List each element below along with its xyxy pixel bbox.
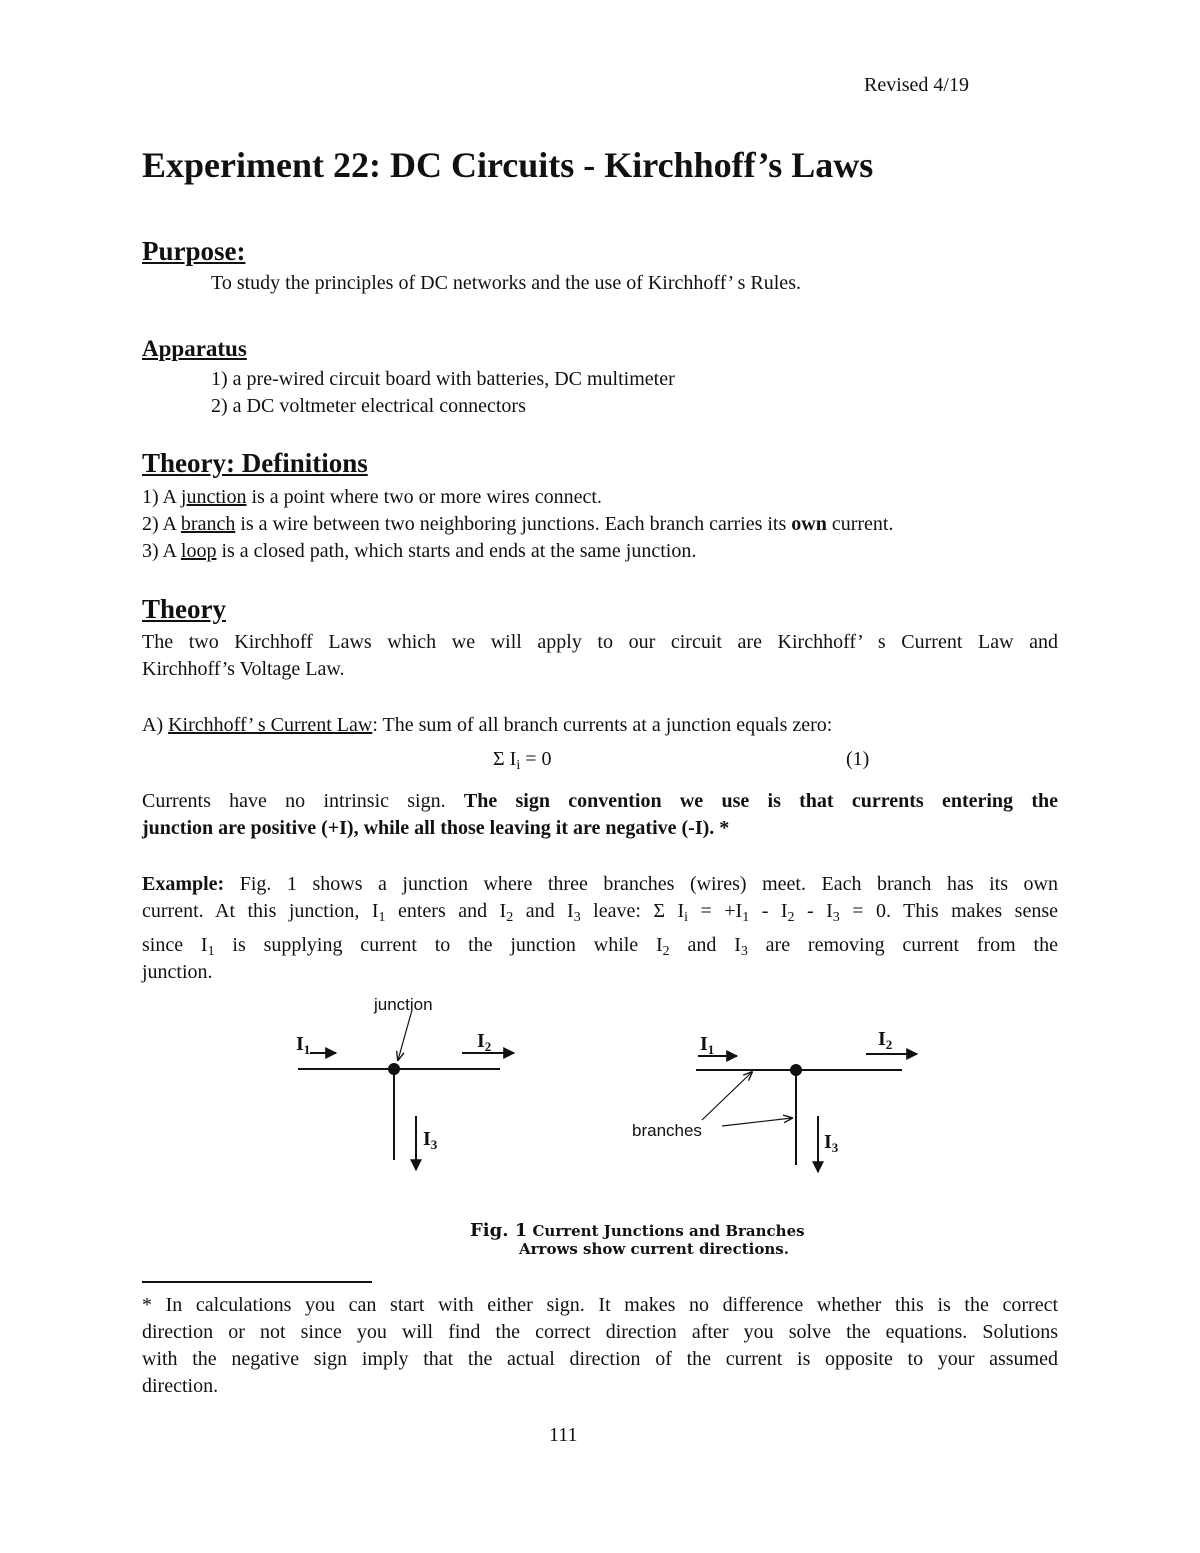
theory-intro-line2: Kirchhoff’s Voltage Law.: [142, 658, 345, 680]
sign-convention-line1: Currents have no intrinsic sign. The sign convention we use is that currents entering the: [142, 790, 1058, 812]
apparatus-item-2: 2) a DC voltmeter electrical connectors: [211, 395, 526, 417]
term-loop: loop: [180, 540, 217, 562]
example-line3: since $I_1$ is supplying current to the junction while $I_2$ and $I_3$ are removing current from the: [142, 934, 1058, 959]
left-junction-label: junction: [374, 995, 433, 1014]
revision-date: Revised 4/19: [864, 74, 969, 96]
kcl-equation: Σ $I_i = 0$: [493, 748, 552, 773]
page-number: 111: [549, 1424, 578, 1446]
branches-pointer-2: [722, 1118, 792, 1126]
left-junction-diagram: [296, 995, 514, 1170]
definition-loop: 3) A loop is a closed path, which starts and ends at the same junction.: [142, 540, 697, 562]
footnote-divider: [142, 1281, 372, 1283]
branches-pointer-1: [702, 1072, 752, 1120]
left-junction-pointer: [398, 1010, 412, 1060]
definitions-heading: Theory: Definitions: [142, 448, 368, 478]
kcl-statement: A) Kirchhoff’ s Current Law: The sum of all branch currents at a junction equals zero:: [142, 714, 833, 736]
theory-heading: Theory: [142, 594, 226, 624]
figure-caption-line2: Arrows show current directions.: [519, 1240, 789, 1258]
left-i2-label: $I_2$: [477, 1030, 492, 1054]
apparatus-heading: Apparatus: [142, 336, 247, 361]
footnote-line4: direction.: [142, 1375, 219, 1397]
purpose-heading: Purpose:: [142, 236, 246, 266]
right-i3-label: $I_3$: [824, 1131, 839, 1155]
term-junction: junction: [180, 486, 247, 508]
example-line2: current. At this junction, $I_1$ enters and $I_2$ and $I_3$ leave: Σ $I_i = +I_1 - I_2 - I_3 = 0$. This makes sense: [142, 900, 1059, 925]
branches-label: branches: [632, 1121, 702, 1140]
left-i1-label: $I_1$: [296, 1033, 311, 1057]
term-kcl: Kirchhoff’ s Current Law: [168, 714, 373, 736]
apparatus-item-1: 1) a pre-wired circuit board with batteries, DC multimeter: [211, 368, 675, 390]
sign-convention-line2: junction are positive (+I), while all those leaving it are negative (-I). *: [142, 817, 730, 839]
equation-number: (1): [846, 748, 870, 770]
definition-junction: 1) A junction is a point where two or more wires connect.: [142, 486, 602, 508]
left-junction-dot: [388, 1063, 400, 1075]
right-i2-label: $I_2$: [878, 1028, 893, 1052]
figure-caption-line1: Fig. 1 Current Junctions and Branches: [470, 1220, 805, 1241]
right-i1-label: $I_1$: [700, 1033, 715, 1057]
right-junction-dot: [790, 1064, 802, 1076]
definition-branch: 2) A branch is a wire between two neighboring junctions. Each branch carries its own current.: [142, 513, 894, 535]
purpose-text: To study the principles of DC networks and the use of Kirchhoff’ s Rules.: [211, 272, 801, 294]
page-title: Experiment 22: DC Circuits - Kirchhoff’s Laws: [142, 145, 874, 185]
figure-current-junctions: [230, 990, 970, 1190]
example-line1: Example: Fig. 1 shows a junction where three branches (wires) meet. Each branch has its own: [142, 873, 1058, 895]
footnote-line3: with the negative sign imply that the actual direction of the current is opposite to your assumed: [142, 1348, 1058, 1370]
right-junction-diagram: [632, 1028, 917, 1172]
theory-intro-line1: The two Kirchhoff Laws which we will apply to our circuit are Kirchhoff’ s Current Law and: [142, 631, 1058, 653]
left-i3-label: $I_3$: [423, 1128, 438, 1152]
example-line4: junction.: [142, 961, 213, 983]
footnote-line2: direction or not since you will find the correct direction after you solve the equations. Solutions: [142, 1321, 1058, 1343]
term-branch: branch: [180, 513, 236, 535]
footnote-line1: * In calculations you can start with either sign. It makes no difference whether this is the correct: [142, 1294, 1058, 1316]
